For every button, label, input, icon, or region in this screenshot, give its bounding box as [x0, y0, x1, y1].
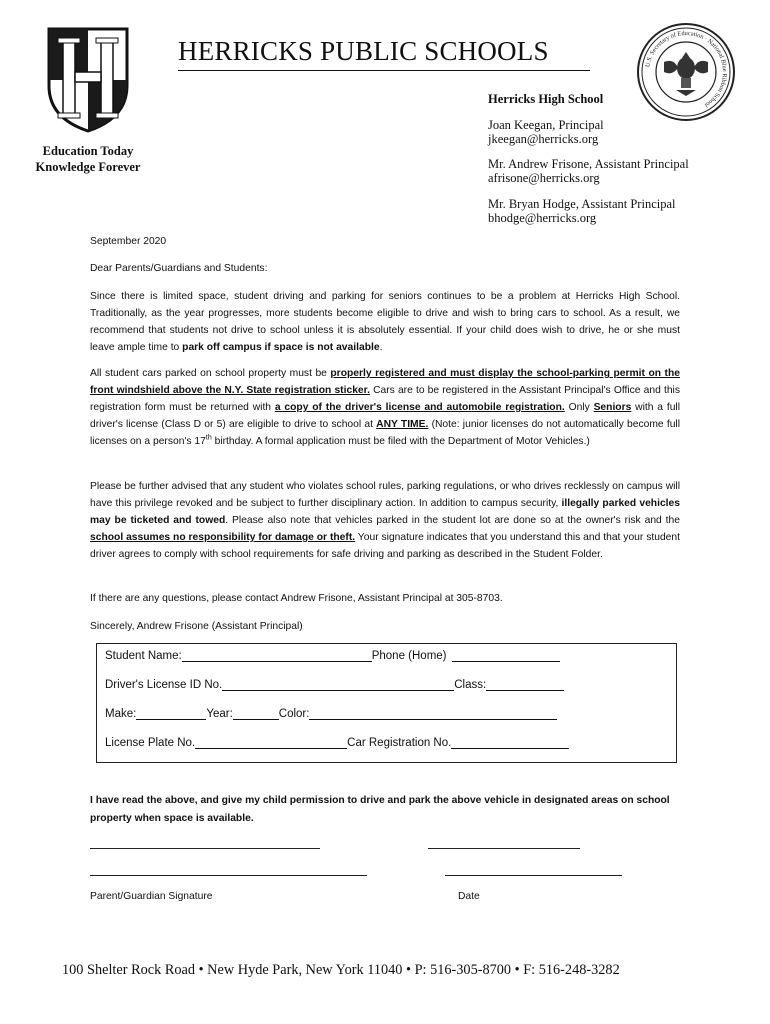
staff-name-3: Mr. Bryan Hodge, Assistant Principal	[488, 197, 676, 211]
signature-label: Parent/Guardian Signature	[90, 891, 213, 902]
title-underline	[178, 70, 590, 71]
date-line-2[interactable]	[445, 875, 622, 876]
paragraph-3: Please be further advised that any student who violates school rules, parking regulations, or who drives recklessly on campus will have this privilege revoked and be subject to further disciplinary action. In addition to campus security, illegally parked vehicles may be ticketed and towed. Please also note that vehicles parked in the student lot are done so at the owner's risk and the school assumes no responsibility for damage or theft. Your signature indicates that you understand this and that your student driver agrees to comply with school requirements for safe driving and parking as described in the Student Folder.	[90, 481, 680, 560]
school-crest-logo	[46, 26, 130, 134]
signature-line-1[interactable]	[90, 848, 320, 849]
staff-name-2: Mr. Andrew Frisone, Assistant Principal	[488, 157, 689, 171]
blue-ribbon-seal-icon	[636, 22, 736, 122]
class-field[interactable]	[486, 678, 564, 691]
date-label: Date	[458, 891, 480, 902]
student-name-field[interactable]	[182, 649, 372, 662]
color-field[interactable]	[309, 707, 557, 720]
date-line-1[interactable]	[428, 848, 580, 849]
phone-label: Phone (Home)	[371, 650, 447, 662]
motto-line-2: Knowledge Forever	[35, 160, 141, 174]
staff-email-2[interactable]: afrisone@herricks.org	[488, 171, 600, 185]
make-field[interactable]	[136, 707, 206, 720]
paragraph-1: Since there is limited space, student driving and parking for seniors continues to be a problem at Herricks High School. Traditionally, as the year progresses, more students become eligible to drive and wish to bring cars to school. As a result, we recommend that students not drive to school unless it is absolutely essential. If your child does wish to drive, he or she must leave ample time to park off campus if space is not available.	[90, 291, 680, 353]
year-field[interactable]	[233, 707, 279, 720]
seal-text: U.S. Secretary of Education · National Blue Ribbon School	[644, 29, 729, 109]
consent-statement: I have read the above, and give my child permission to drive and park the above vehicle in designated areas on school property when space is available.	[90, 795, 670, 824]
license-field[interactable]	[222, 678, 454, 691]
phone-field[interactable]	[452, 649, 560, 662]
plate-label: License Plate No.	[105, 737, 196, 749]
page-title: HERRICKS PUBLIC SCHOOLS	[178, 36, 549, 66]
staff-email-1[interactable]: jkeegan@herricks.org	[488, 132, 599, 146]
letter-date: September 2020	[90, 236, 167, 247]
footer-address: 100 Shelter Rock Road • New Hyde Park, New York 11040 • P: 516-305-8700 • F: 516-248-3282	[62, 962, 620, 978]
class-label: Class:	[454, 679, 487, 691]
student-name-label: Student Name:	[105, 650, 182, 662]
registration-label: Car Registration No.	[347, 737, 452, 749]
color-label: Color:	[278, 708, 310, 720]
license-label: Driver's License ID No.	[105, 679, 223, 691]
letter-closing: Sincerely, Andrew Frisone (Assistant Principal)	[90, 621, 303, 632]
plate-field[interactable]	[195, 736, 347, 749]
paragraph-2: All student cars parked on school property must be properly registered and must display the school-parking permit on the front windshield above the N.Y. State registration sticker. Cars are to be registered in the Assistant Principal's Office and this registration form must be returned with a copy of the driver's license and automobile registration. Only Seniors with a full driver's license (Class D or 5) are eligible to drive to school at ANY TIME. (Note: junior licenses do not automatically become full licenses on a person's 17th birthday. A formal application must be filed with the Department of Motor Vehicles.)	[90, 368, 681, 447]
registration-form-box	[96, 643, 677, 763]
registration-field[interactable]	[451, 736, 569, 749]
make-label: Make:	[105, 708, 137, 720]
staff-name-1: Joan Keegan, Principal	[488, 118, 604, 132]
school-name: Herricks High School	[488, 92, 604, 106]
signature-line-2[interactable]	[90, 875, 367, 876]
year-label: Year:	[206, 708, 233, 720]
letter-salutation: Dear Parents/Guardians and Students:	[90, 263, 268, 274]
paragraph-4: If there are any questions, please contact Andrew Frisone, Assistant Principal at 305-8703.	[90, 593, 503, 604]
staff-email-3[interactable]: bhodge@herricks.org	[488, 211, 597, 225]
motto-line-1: Education Today	[42, 144, 134, 158]
